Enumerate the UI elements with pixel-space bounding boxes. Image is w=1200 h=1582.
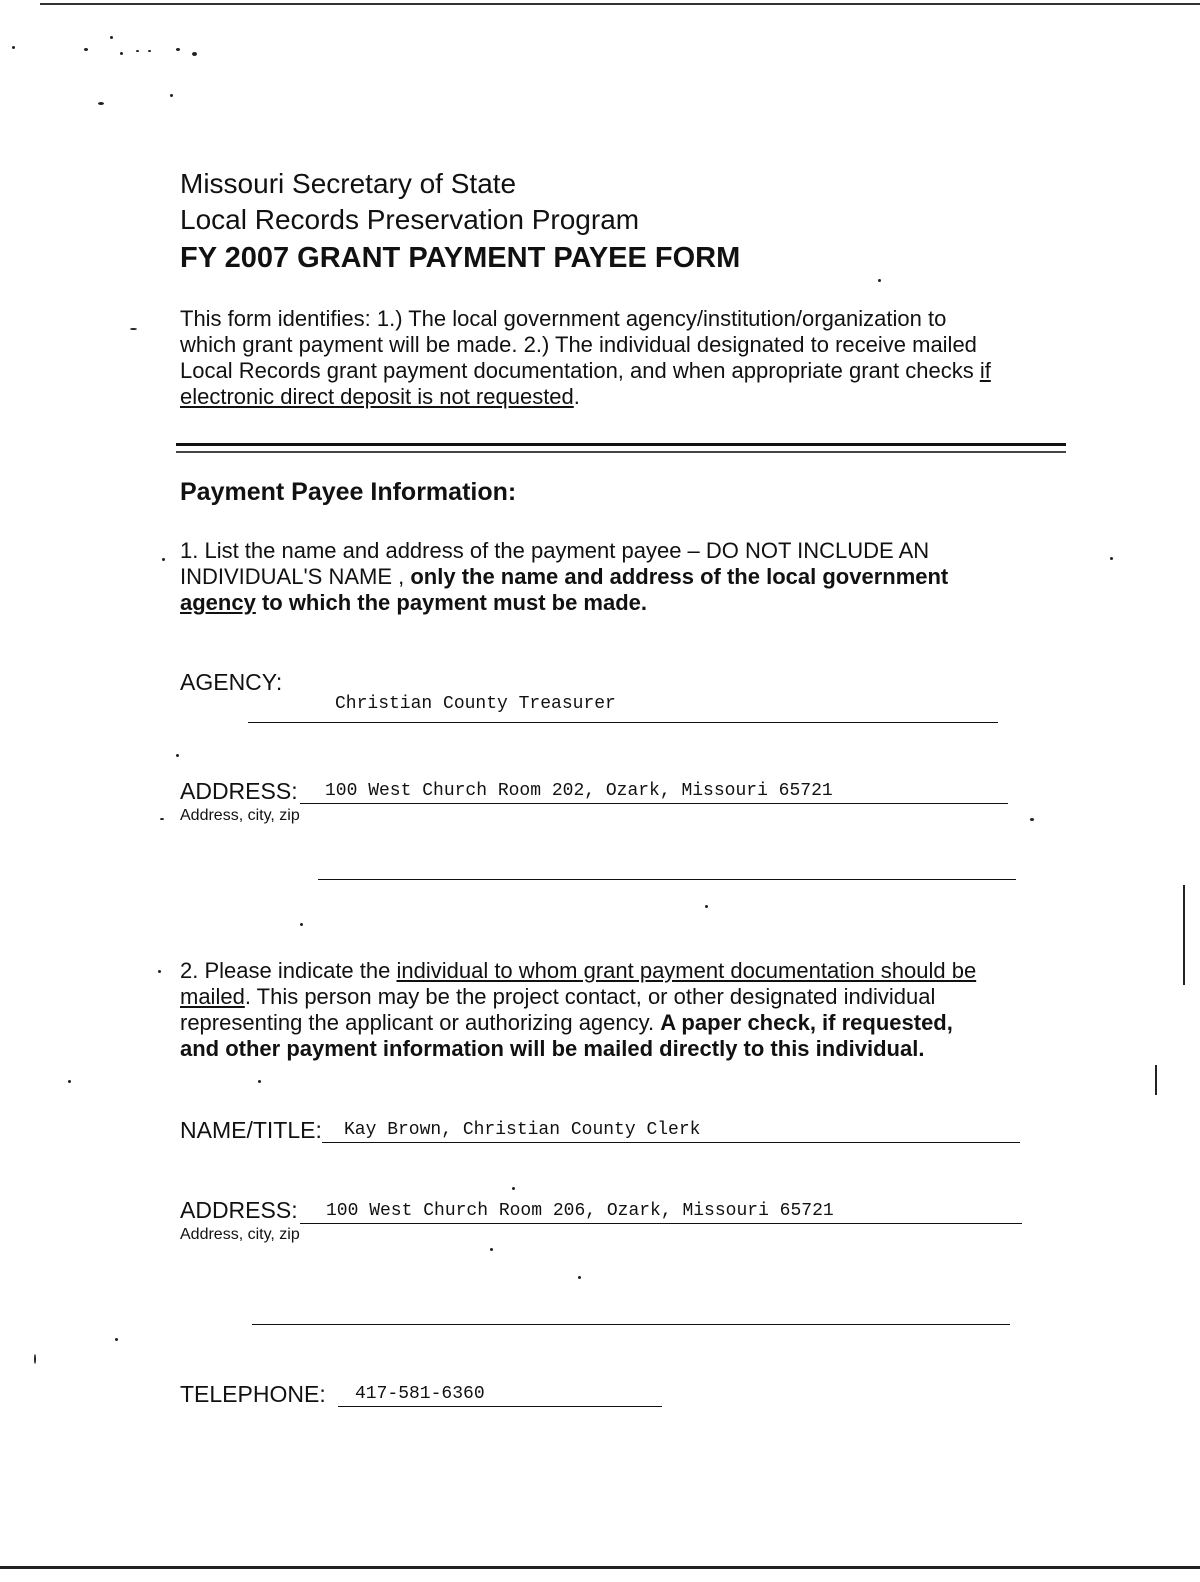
intro-text: Local Records grant payment documentation, and when appropriate grant checks — [180, 358, 980, 383]
address-field-line — [300, 1223, 1022, 1224]
scan-speck — [68, 1080, 71, 1083]
contact-address-value: 100 West Church Room 206, Ozark, Missouri 65721 — [326, 1201, 834, 1221]
instruction-line — [180, 564, 1060, 590]
agency-value: Christian County Treasurer — [335, 694, 616, 714]
instruction-2 — [180, 958, 1060, 1062]
address-field-line — [300, 803, 1008, 804]
name-title-field-line — [322, 1142, 1020, 1143]
instruction-line — [180, 958, 1060, 984]
header-agency: Missouri Secretary of State — [180, 168, 517, 199]
scan-border-bottom — [0, 1566, 1200, 1569]
scan-border-top — [40, 3, 1200, 5]
scan-speck — [148, 50, 151, 52]
scan-speck — [192, 52, 197, 56]
scan-speck — [1110, 557, 1113, 560]
telephone-field-line — [338, 1406, 662, 1407]
address-field-line-2 — [252, 1324, 1010, 1325]
section-title: Payment Payee Information: — [180, 478, 517, 506]
intro-text: . — [573, 384, 580, 409]
instruction-underlined: mailed — [180, 984, 245, 1009]
telephone-value: 417-581-6360 — [355, 1384, 485, 1404]
scan-speck — [1183, 885, 1185, 985]
telephone-label: TELEPHONE: — [180, 1381, 326, 1407]
scan-speck — [120, 52, 123, 55]
instruction-bold-text: A paper check, if requested, — [660, 1010, 953, 1035]
scan-speck — [158, 970, 161, 973]
instruction-line — [180, 984, 1060, 1010]
agency-label: AGENCY: — [180, 669, 283, 695]
instruction-text: INDIVIDUAL'S NAME , — [180, 564, 411, 589]
scan-speck — [578, 1276, 581, 1279]
intro-line: This form identifies: 1.) The local government agency/institution/organization to — [180, 306, 947, 331]
section-divider — [176, 451, 1066, 453]
address-label: ADDRESS: — [180, 1197, 298, 1223]
scan-speck — [878, 279, 881, 282]
instruction-line — [180, 590, 1060, 616]
scan-speck — [160, 818, 164, 820]
instruction-line — [180, 1010, 1060, 1036]
address-label: ADDRESS: — [180, 778, 298, 804]
scan-speck — [84, 48, 88, 51]
scan-speck — [258, 1080, 261, 1083]
scan-speck — [110, 36, 113, 39]
address-hint: Address, city, zip — [180, 807, 300, 824]
payee-address-value: 100 West Church Room 202, Ozark, Missouri 65721 — [325, 781, 833, 801]
instruction-underlined: individual to whom grant payment documentation should be — [396, 958, 977, 983]
scan-speck — [300, 923, 303, 926]
instruction-line: and other payment information will be mailed directly to this individual. — [180, 1036, 925, 1061]
intro-line — [180, 384, 1060, 410]
scan-speck — [98, 102, 104, 105]
scan-speck — [12, 46, 15, 49]
scan-speck — [1030, 818, 1034, 821]
scan-speck — [115, 1338, 118, 1341]
intro-if-underlined: if — [979, 358, 991, 383]
intro-deposit-underlined: electronic direct deposit is not requested — [180, 384, 574, 409]
name-title-value: Kay Brown, Christian County Clerk — [344, 1120, 701, 1140]
scan-speck — [490, 1248, 493, 1251]
scan-speck — [512, 1187, 515, 1190]
instruction-text: . This person may be the project contact, or other designated individual — [244, 984, 936, 1009]
instruction-text: 2. Please indicate the — [180, 958, 397, 983]
header-program: Local Records Preservation Program — [180, 204, 640, 235]
agency-underlined: agency — [180, 590, 256, 615]
scan-speck — [136, 50, 139, 52]
instruction-bold-text: to which the payment must be made. — [255, 590, 648, 615]
address-field-line-2 — [318, 879, 1016, 880]
scan-speck — [1155, 1065, 1157, 1095]
instruction-1 — [180, 538, 1060, 616]
name-title-label: NAME/TITLE: — [180, 1117, 322, 1143]
scan-speck — [162, 558, 165, 561]
agency-field-line — [248, 722, 998, 723]
instruction-text: representing the applicant or authorizing agency. — [180, 1010, 661, 1035]
intro-paragraph — [180, 306, 1060, 410]
scan-speck — [176, 754, 179, 757]
scan-speck — [130, 328, 137, 330]
scan-speck — [705, 905, 708, 908]
scan-speck — [176, 48, 180, 51]
intro-line: which grant payment will be made. 2.) The individual designated to receive mailed — [180, 332, 977, 357]
scan-speck — [170, 94, 173, 97]
form-title: FY 2007 GRANT PAYMENT PAYEE FORM — [180, 242, 741, 274]
instruction-line: 1. List the name and address of the payment payee – DO NOT INCLUDE AN — [180, 538, 930, 563]
instruction-bold-text: only the name and address of the local government — [410, 564, 949, 589]
section-divider — [176, 443, 1066, 446]
scan-speck — [34, 1354, 36, 1364]
intro-line — [180, 358, 1060, 384]
address-hint: Address, city, zip — [180, 1226, 300, 1243]
